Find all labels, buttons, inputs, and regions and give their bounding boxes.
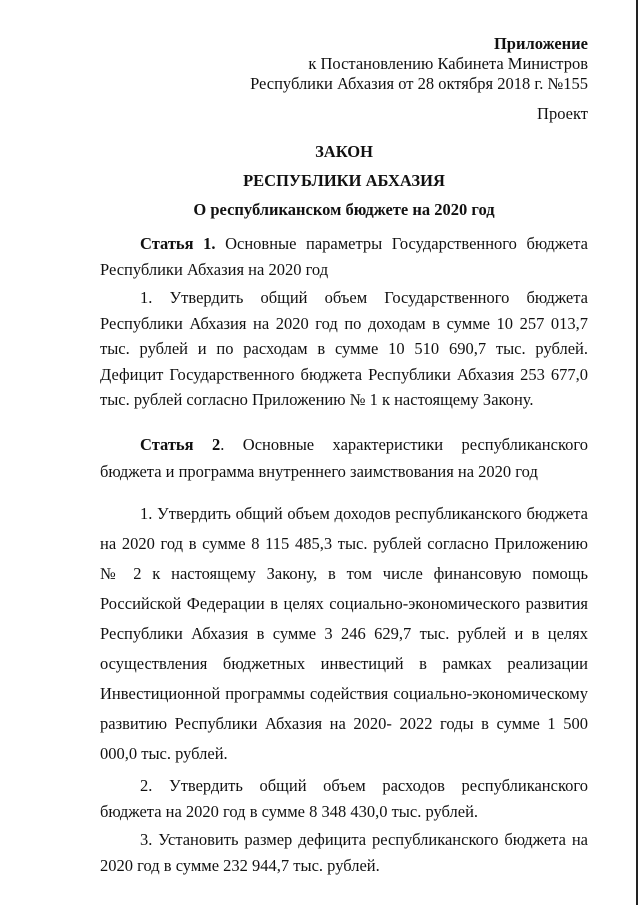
article-2-label: Статья 2 xyxy=(140,434,221,454)
article-1-heading xyxy=(100,231,588,283)
appendix-line-2: к Постановлению Кабинета Министров xyxy=(308,54,588,73)
law-title: ЗАКОН xyxy=(315,142,373,161)
article-2-paragraph-3: 3. Установить размер дефицита республиканского бюджета на 2020 год в сумме 232 944,7 тыс. рублей. xyxy=(100,829,588,875)
draft-label: Проект xyxy=(537,104,588,123)
law-subject: О республиканском бюджете на 2020 год xyxy=(193,200,495,219)
article-1-heading-text: Основные параметры Государственного бюджета Республики Абхазия на 2020 год xyxy=(100,234,588,279)
appendix-label: Приложение xyxy=(493,34,588,53)
article-2-paragraph-1: 1. Утвердить общий объем доходов республиканского бюджета на 2020 год в сумме 8 115 485,3 тыс. рублей согласно Приложению № 2 к настоящему Закону, в том числе финансовую помощь Российской Федерации в целях социально-экономического развития Республики Абхазия в сумме 3 246 629,7 тыс. рублей и в целях осуществления бюджетных инвестиций в рамках реализации Инвестиционной программы содействия социально-экономическому развитию Республики Абхазия на 2020- 2022 годы в сумме 1 500 000,0 тыс. рублей. xyxy=(100,503,588,763)
scan-edge xyxy=(636,0,638,905)
article-2-paragraph-2: 2. Утвердить общий объем расходов республиканского бюджета на 2020 год в сумме 8 348 430,0 тыс. рублей. xyxy=(100,775,588,821)
article-2-heading xyxy=(100,431,588,485)
appendix-header xyxy=(100,34,588,94)
appendix-line-3: Республики Абхазия от 28 октября 2018 г. №155 xyxy=(250,74,588,93)
republic-title: РЕСПУБЛИКИ АБХАЗИЯ xyxy=(243,171,445,190)
article-1-paragraph-1: 1. Утвердить общий объем Государственного бюджета Республики Абхазия на 2020 год по доходам в сумме 10 257 013,7 тыс. рублей и по расходам в сумме 10 510 690,7 тыс. рублей. Дефицит Государственного бюджета Республики Абхазия 253 677,0 тыс. рублей согласно Приложению № 1 к настоящему Закону. xyxy=(100,288,588,409)
article-1-label: Статья 1. xyxy=(140,234,216,253)
article-2-heading-text: . Основные характеристики республиканского бюджета и программа внутреннего заимствования на 2020 год xyxy=(100,434,588,481)
